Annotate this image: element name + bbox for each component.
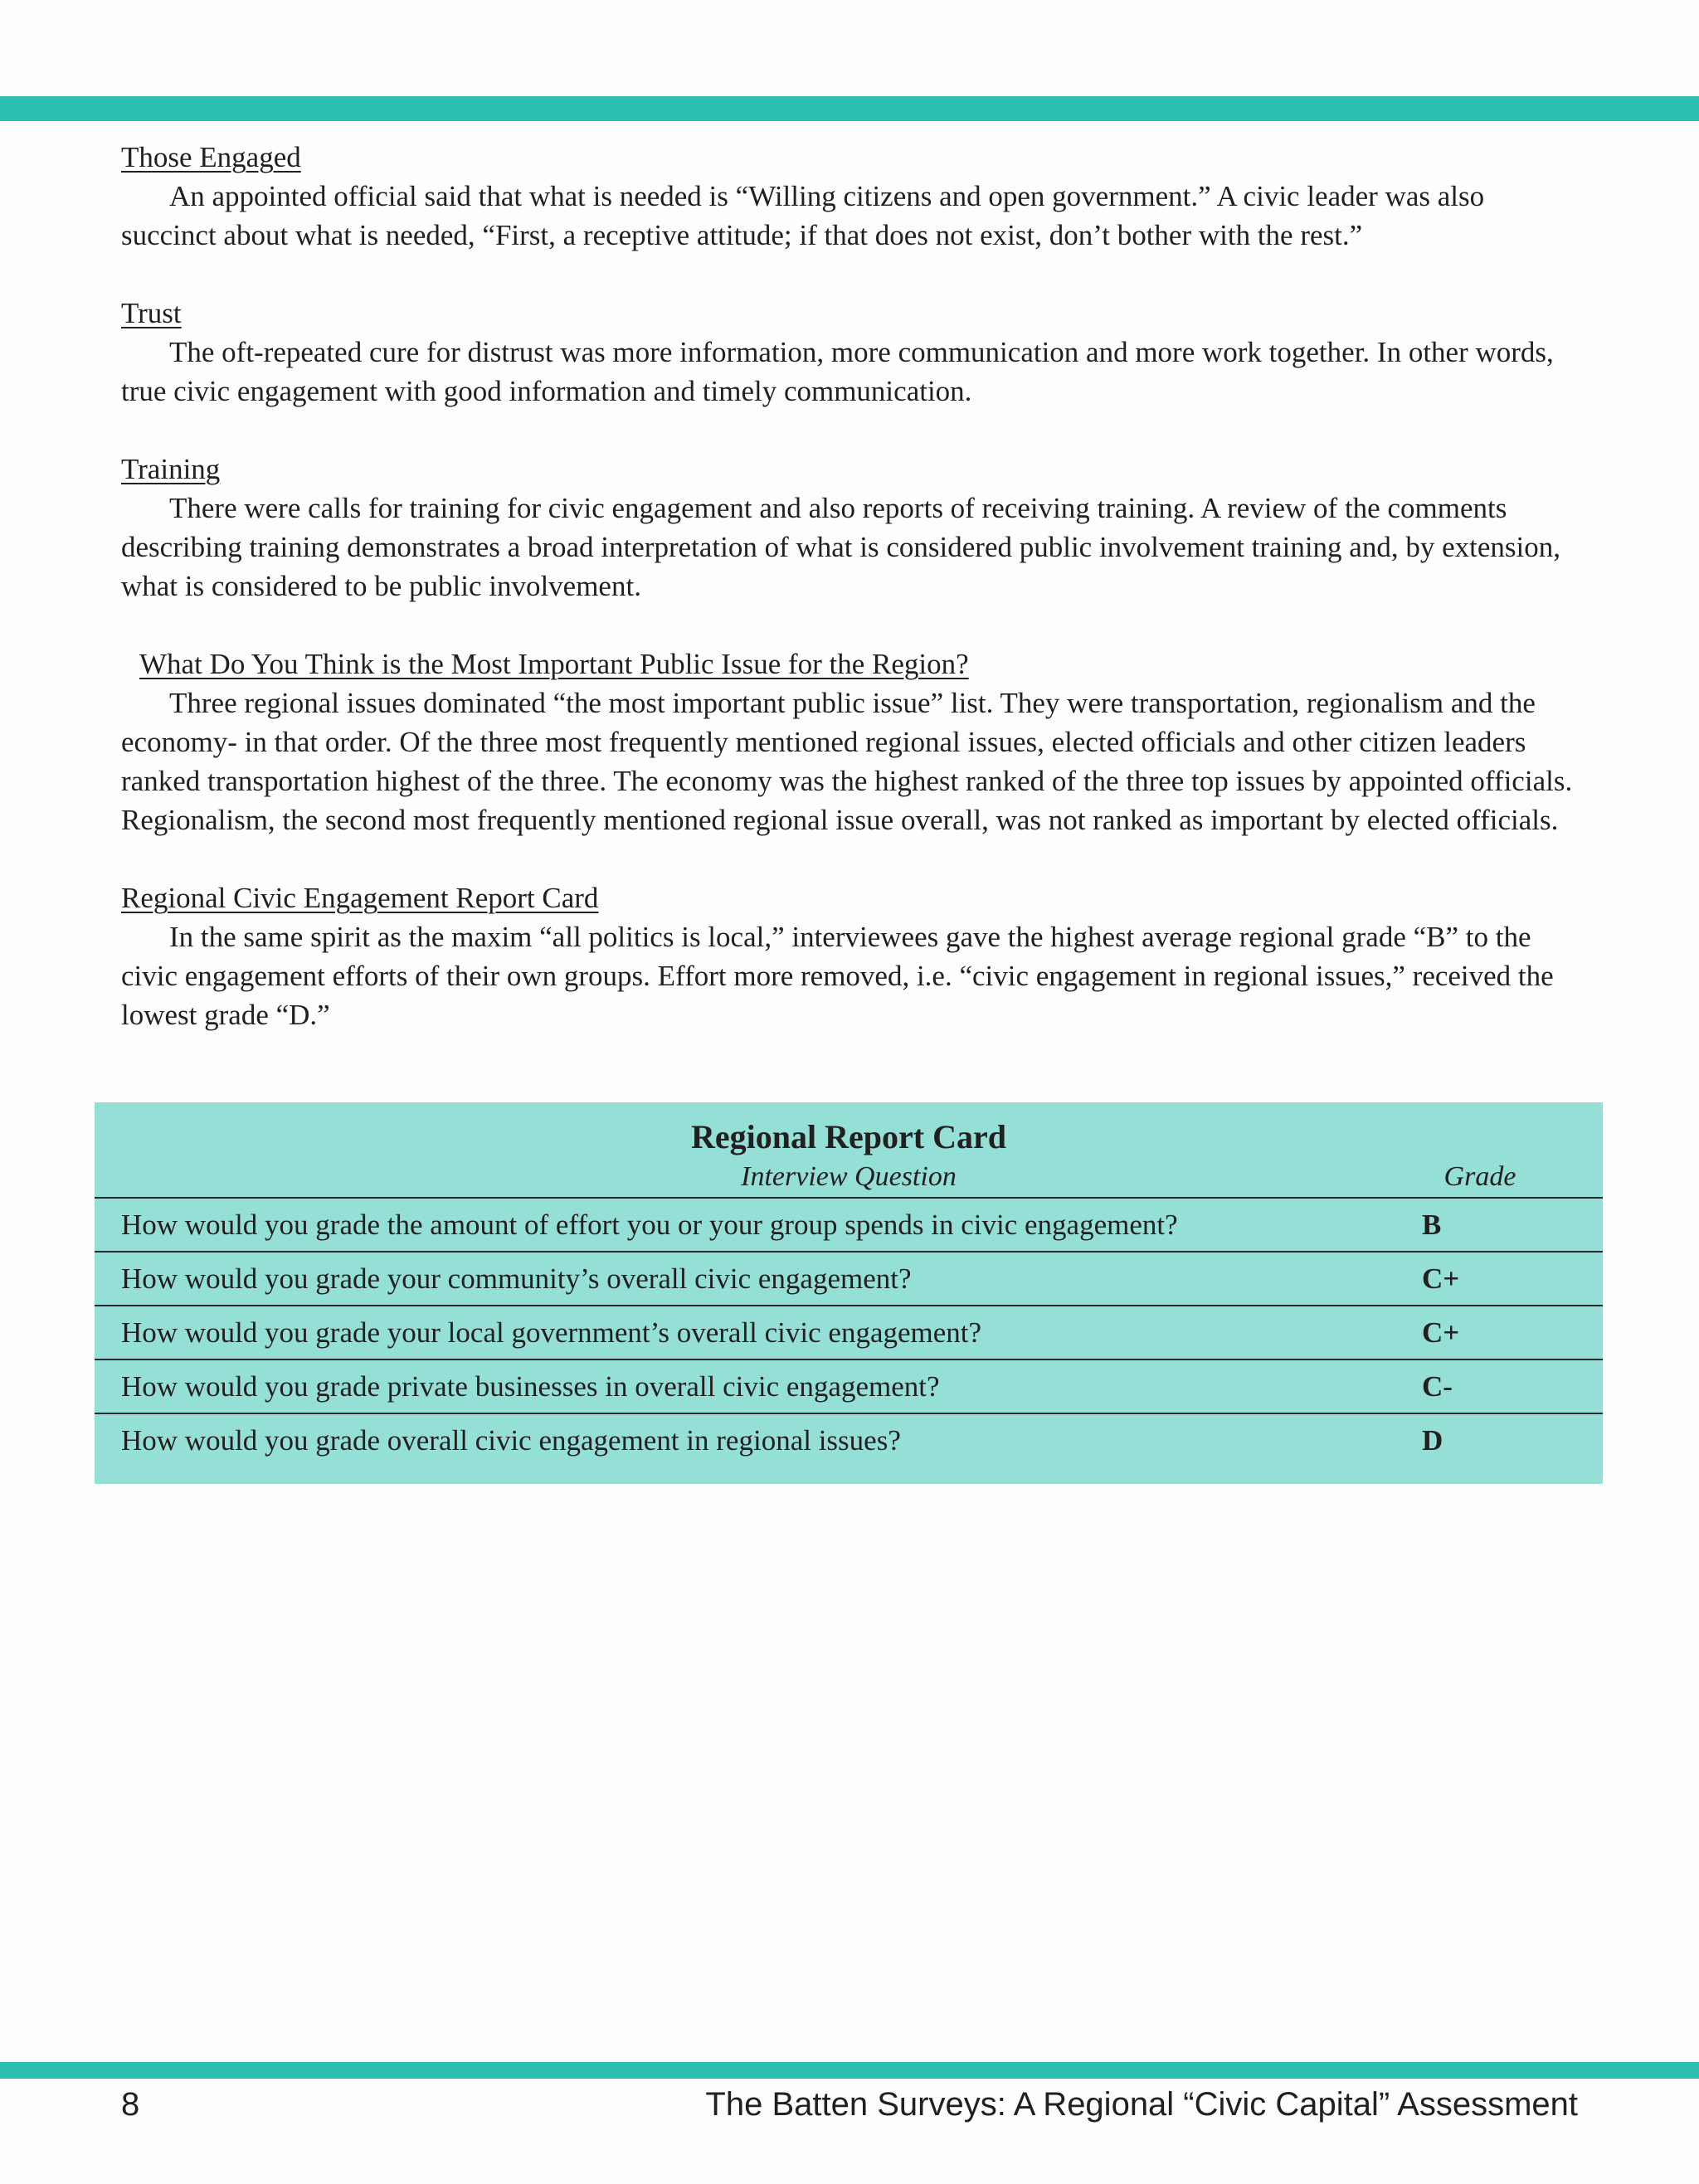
section-those-engaged <box>121 138 1581 255</box>
section-paragraph: Three regional issues dominated “the most important public issue” list. They were transportation, regionalism and the economy- in that order. Of the three most frequently mentioned regional issues, elected officials and other citizen leaders ranked transportation highest of the three. The economy was the highest ranked of the three top issues by appointed officials. Regionalism, the second most frequently mentioned regional issue overall, was not ranked as important by elected officials. <box>121 687 1573 836</box>
table-row <box>95 1251 1603 1305</box>
column-header-question: Interview Question <box>741 1161 957 1192</box>
table-body <box>95 1197 1603 1467</box>
question-cell: How would you grade your local government’s overall civic engagement? <box>121 1316 982 1349</box>
section-paragraph: An appointed official said that what is needed is “Willing citizens and open government.” A civic leader was also succinct about what is needed, “First, a receptive attitude; if that does not exist, don’t bother with the rest.” <box>121 180 1485 251</box>
regional-report-card-table <box>95 1102 1603 1484</box>
section-most-important-issue <box>121 644 1581 839</box>
section-training <box>121 450 1581 606</box>
table-row <box>95 1413 1603 1467</box>
top-accent-bar <box>0 96 1699 121</box>
column-header-grade: Grade <box>1443 1161 1516 1192</box>
question-cell: How would you grade your community’s overall civic engagement? <box>121 1262 912 1295</box>
section-paragraph: The oft-repeated cure for distrust was more information, more communication and more work together. In other words, true civic engagement with good information and timely communication. <box>121 336 1554 407</box>
table-row <box>95 1305 1603 1359</box>
section-report-card-intro <box>121 878 1581 1034</box>
question-cell: How would you grade private businesses in overall civic engagement? <box>121 1370 940 1403</box>
grade-cell: C+ <box>1422 1316 1460 1349</box>
bottom-accent-bar <box>0 2062 1699 2079</box>
section-heading: Training <box>121 453 221 485</box>
section-heading: Those Engaged <box>121 141 301 173</box>
section-heading: What Do You Think is the Most Important Public Issue for the Region? <box>139 648 969 680</box>
grade-cell: C+ <box>1422 1262 1460 1295</box>
grade-cell: D <box>1422 1424 1443 1457</box>
question-cell: How would you grade the amount of effort you or your group spends in civic engagement? <box>121 1209 1178 1241</box>
section-heading: Trust <box>121 297 182 329</box>
table-title: Regional Report Card <box>691 1118 1006 1155</box>
section-trust <box>121 294 1581 411</box>
section-heading: Regional Civic Engagement Report Card <box>121 882 599 914</box>
section-paragraph: There were calls for training for civic engagement and also reports of receiving training. A review of the comments describing training demonstrates a broad interpretation of what is considered public involvement training and, by extension, what is considered to be public involvement. <box>121 492 1560 602</box>
document-body <box>121 138 1581 1073</box>
table-row <box>95 1359 1603 1413</box>
question-cell: How would you grade overall civic engagement in regional issues? <box>121 1424 901 1457</box>
table-row <box>95 1197 1603 1251</box>
footer-title: The Batten Surveys: A Regional “Civic Capital” Assessment <box>705 2086 1578 2123</box>
grade-cell: B <box>1422 1209 1442 1241</box>
page-number: 8 <box>121 2086 140 2123</box>
grade-cell: C- <box>1422 1370 1453 1403</box>
section-paragraph: In the same spirit as the maxim “all politics is local,” interviewees gave the highest average regional grade “B” to the civic engagement efforts of their own groups. Effort more removed, i.e. “civic engagement in regional issues,” received the lowest grade “D.” <box>121 921 1554 1031</box>
